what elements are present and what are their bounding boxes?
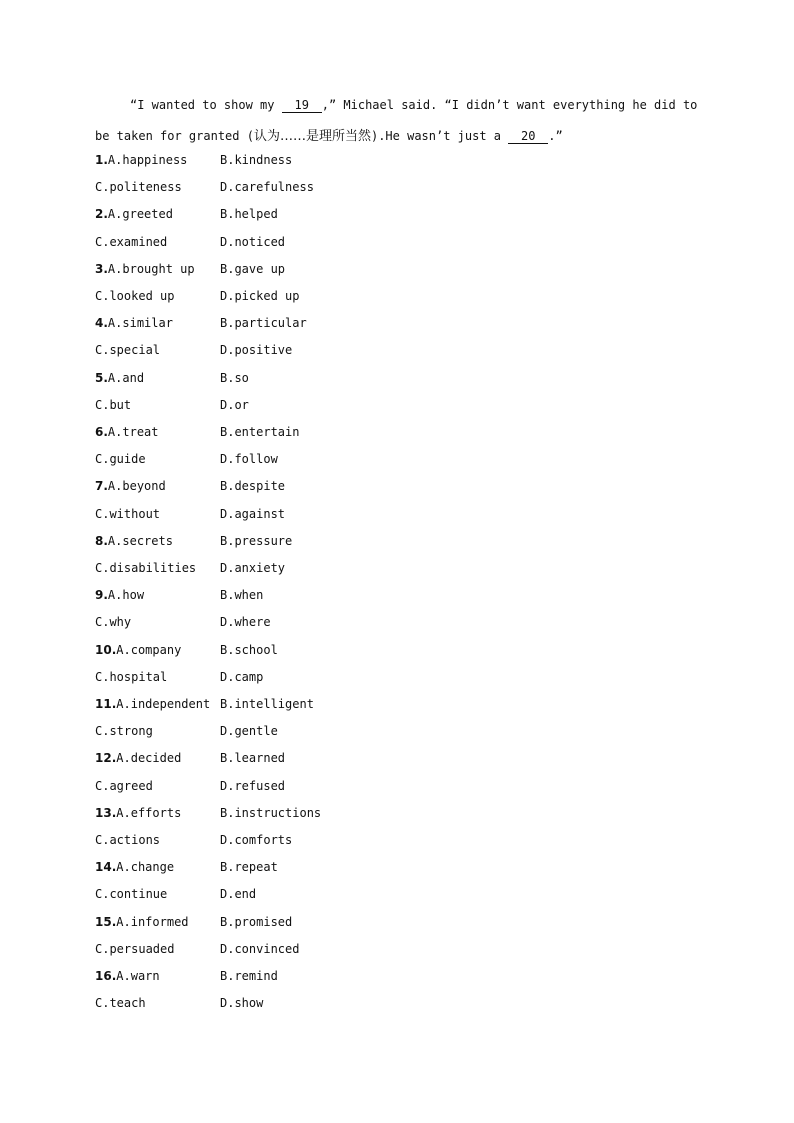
passage-text: “I wanted to show my — [130, 98, 282, 112]
option-text: A.secrets — [107, 533, 173, 548]
question-option — [95, 969, 160, 983]
question-number: 2. — [95, 207, 108, 222]
option-text: D.comforts — [220, 833, 293, 847]
option-text: B.despite — [220, 479, 286, 494]
question-option — [95, 425, 159, 439]
option-text: C.hospital — [95, 669, 168, 684]
question-option — [95, 996, 146, 1010]
option-text: C.actions — [95, 833, 161, 847]
passage-line-2 — [95, 125, 563, 144]
question-option — [220, 751, 285, 765]
question-option — [220, 643, 278, 657]
option-text: A.greeted — [107, 207, 173, 222]
question-option — [95, 806, 181, 820]
question-number: 5. — [95, 370, 108, 385]
question-option — [220, 452, 278, 466]
option-text: A.treat — [107, 425, 159, 439]
question-option — [95, 887, 167, 901]
question-option — [95, 751, 181, 765]
option-text: D.refused — [220, 778, 286, 793]
question-option — [220, 262, 285, 276]
option-text: D.against — [220, 506, 286, 521]
question-option — [220, 507, 285, 521]
question-number: 10. — [95, 642, 117, 657]
question-option — [220, 398, 249, 412]
question-option — [95, 588, 144, 602]
option-text: C.continue — [95, 887, 168, 902]
question-option — [95, 670, 167, 684]
question-number: 6. — [95, 425, 108, 439]
question-option — [95, 180, 182, 194]
option-text: C.teach — [95, 996, 146, 1011]
option-text: C.looked up — [95, 289, 175, 303]
option-text: A.informed — [116, 914, 189, 929]
option-text: D.where — [220, 615, 271, 630]
question-option — [220, 316, 307, 330]
option-text: D.follow — [220, 452, 278, 467]
question-option — [95, 915, 189, 929]
option-text: B.so — [220, 370, 249, 385]
question-option — [220, 860, 278, 874]
question-option — [220, 371, 249, 385]
option-text: A.change — [116, 860, 175, 875]
question-option — [220, 479, 285, 493]
option-text: B.kindness — [220, 153, 293, 167]
passage-line-1 — [130, 98, 697, 113]
question-option — [220, 425, 299, 439]
option-text: C.persuaded — [95, 941, 175, 956]
option-text: C.why — [95, 615, 132, 630]
option-text: D.anxiety — [220, 561, 286, 575]
option-text: C.agreed — [95, 778, 153, 793]
question-option — [95, 561, 196, 575]
option-text: A.how — [107, 588, 145, 603]
option-text: D.camp — [220, 669, 264, 684]
option-text: A.similar — [107, 316, 173, 331]
question-option — [220, 207, 278, 221]
question-number: 7. — [95, 479, 108, 494]
question-option — [95, 371, 144, 385]
question-option — [220, 153, 292, 167]
option-text: B.remind — [220, 969, 278, 983]
option-text: C.without — [95, 506, 161, 521]
option-text: D.carefulness — [220, 180, 314, 195]
question-option — [220, 343, 292, 357]
question-option — [220, 289, 299, 303]
question-option — [220, 534, 292, 548]
option-text: B.promised — [220, 914, 293, 929]
question-option — [220, 915, 292, 929]
question-option — [220, 942, 299, 956]
question-option — [95, 479, 166, 493]
question-number: 9. — [95, 588, 108, 603]
passage-text: .” — [548, 129, 563, 143]
question-option — [95, 207, 173, 221]
question-option — [220, 969, 278, 983]
option-text: D.positive — [220, 343, 293, 358]
question-option — [95, 398, 131, 412]
option-text: A.and — [107, 370, 145, 385]
option-text: A.company — [116, 642, 182, 657]
option-text: A.efforts — [116, 805, 182, 820]
passage-text: ,” Michael said. “I didn’t want everything he did to — [321, 98, 698, 112]
question-number: 16. — [95, 969, 117, 983]
question-option — [95, 779, 153, 793]
question-option — [220, 779, 285, 793]
option-text: B.pressure — [220, 533, 293, 548]
question-option — [95, 942, 174, 956]
option-text: B.gave up — [220, 261, 286, 276]
option-text: D.gentle — [220, 724, 278, 739]
option-text: B.school — [220, 642, 278, 657]
question-number: 4. — [95, 316, 108, 331]
question-option — [95, 262, 195, 276]
chinese-gloss: 认为……是理所当然 — [253, 129, 371, 144]
question-option — [95, 452, 146, 466]
question-option — [220, 588, 263, 602]
blank-20: 20 — [508, 130, 548, 144]
option-text: C.politeness — [95, 180, 182, 195]
question-option — [95, 235, 167, 249]
passage-text: be taken for granted ( — [95, 129, 254, 143]
option-text: A.independent — [116, 697, 211, 711]
option-text: B.particular — [220, 316, 307, 331]
option-text: B.repeat — [220, 860, 278, 875]
question-option — [95, 289, 174, 303]
question-option — [95, 643, 181, 657]
option-text: B.intelligent — [220, 697, 314, 711]
question-option — [95, 724, 153, 738]
question-number: 3. — [95, 261, 108, 276]
option-text: B.instructions — [220, 805, 322, 820]
question-option — [220, 180, 314, 194]
option-text: A.decided — [116, 751, 182, 766]
question-option — [95, 507, 160, 521]
option-text: A.brought up — [107, 261, 195, 276]
question-option — [220, 670, 263, 684]
option-text: C.but — [95, 397, 132, 412]
question-option — [220, 724, 278, 738]
option-text: C.special — [95, 343, 161, 358]
option-text: B.entertain — [220, 425, 300, 439]
option-text: C.examined — [95, 234, 168, 249]
option-text: A.beyond — [107, 479, 166, 494]
option-text: A.warn — [116, 969, 160, 983]
option-text: A.happiness — [107, 153, 188, 167]
option-text: C.disabilities — [95, 561, 197, 575]
question-number: 13. — [95, 805, 117, 820]
option-text: D.show — [220, 996, 264, 1011]
question-option — [95, 697, 210, 711]
option-text: D.noticed — [220, 234, 286, 249]
question-option — [95, 343, 160, 357]
blank-19: 19 — [282, 99, 322, 113]
option-text: B.learned — [220, 751, 286, 766]
question-number: 14. — [95, 860, 117, 875]
question-option — [220, 561, 285, 575]
question-number: 12. — [95, 751, 117, 766]
option-text: D.picked up — [220, 289, 300, 303]
question-option — [95, 860, 174, 874]
question-option — [220, 833, 292, 847]
question-option — [220, 697, 314, 711]
question-option — [95, 316, 173, 330]
question-option — [95, 153, 187, 167]
question-option — [220, 235, 285, 249]
question-option — [95, 615, 131, 629]
question-number: 11. — [95, 697, 117, 711]
question-number: 15. — [95, 914, 117, 929]
question-number: 1. — [95, 153, 108, 167]
option-text: D.or — [220, 397, 249, 412]
option-text: B.when — [220, 588, 264, 603]
question-option — [95, 833, 160, 847]
option-text: B.helped — [220, 207, 278, 222]
option-text: D.end — [220, 887, 257, 902]
passage-text: ).He wasn’t just a — [370, 129, 509, 143]
question-number: 8. — [95, 533, 108, 548]
option-text: C.guide — [95, 452, 146, 467]
question-option — [220, 615, 271, 629]
option-text: C.strong — [95, 724, 153, 739]
question-option — [220, 887, 256, 901]
question-option — [220, 806, 321, 820]
question-option — [95, 534, 173, 548]
question-option — [220, 996, 263, 1010]
option-text: D.convinced — [220, 941, 300, 956]
